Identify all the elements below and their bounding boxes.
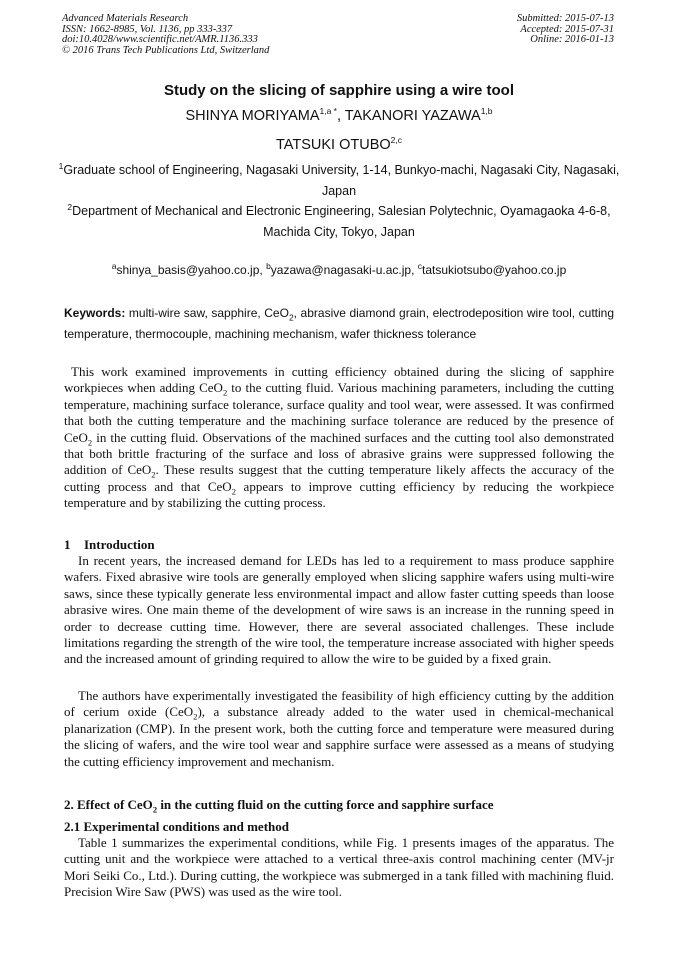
subscript: 2	[193, 712, 198, 722]
author-line-2	[0, 137, 678, 153]
subscript: 2	[87, 437, 93, 448]
subscript: 2	[151, 470, 156, 481]
email-separator: ,	[259, 263, 267, 277]
affiliation-superscript: 1	[58, 160, 64, 171]
affiliation-text: Department of Mechanical and Electronic Engineering, Salesian Polytechnic, Oyamagaoka 4-6-8, Machida City, Tokyo, Japan	[72, 204, 611, 239]
author-name: TATSUKI OTUBO	[275, 137, 391, 153]
email-link[interactable]: yazawa@nagasaki-u.ac.jp	[270, 263, 412, 277]
abstract-text: to the cutting fluid. Various machining parameters, including the cutting temperature, machining surface tolerance, surface quality and tool wear, were assessed. It was confirmed that both the cutting temperature and the machining surface tolerance are reduced by the presence of CeO	[64, 380, 615, 445]
email-link[interactable]: shinya_basis@yahoo.co.jp	[116, 263, 260, 277]
accepted-date: Accepted: 2015-07-31	[520, 23, 614, 35]
paragraph-text: The authors have experimentally investigated the feasibility of high efficiency cutting by the addition of cerium oxide (CeO	[64, 688, 614, 720]
author-emails	[0, 263, 678, 277]
abstract-text: This work examined improvements in cutting efficiency obtained during the slicing of sapphire workpieces when adding CeO	[64, 364, 614, 396]
keywords-text: , abrasive diamond grain, electrodeposition wire tool, cutting temperature, thermocouple, machining mechanism, wafer thickness tolerance	[64, 306, 614, 341]
journal-issn: ISSN: 1662-8985, Vol. 1136, pp 333-337	[62, 23, 233, 35]
email-superscript: a	[111, 261, 117, 271]
section-title: 2. Effect of CeO	[64, 797, 153, 812]
submission-dates	[517, 14, 614, 46]
intro-paragraph-2	[64, 688, 614, 770]
subscript: 2	[152, 804, 158, 815]
email-separator: ,	[411, 263, 418, 277]
intro-paragraph-1: In recent years, the increased demand for LEDs has led to a requirement to mass produce sapphire wafers. Fixed abrasive wire tools are generally employed when slicing sapphire wafers using multi-wire saws, since these typically generate less environmental impact and allow faster cutting speeds than loose abrasive wires. One main theme of the development of wire saws is an increase in the running speed in order to decrease cutting time. However, there are several associated challenges. These include limitations regarding the strength of the wire tool, the temperature increase associated with higher speeds and the increased amount of grinding required to allow the wire to be guided by a fixed grain.	[64, 553, 614, 667]
affiliation-superscript: 2	[67, 201, 73, 212]
section-heading-2	[64, 797, 494, 813]
section-title: in the cutting fluid on the cutting force and sapphire surface	[157, 797, 494, 812]
abstract	[64, 364, 614, 512]
section-2-1-paragraph: Table 1 summarizes the experimental conditions, while Fig. 1 presents images of the apparatus. The cutting unit and the workpiece were attached to a vertical three-axis control machining center (MV-jr Mori Seiki Co., Ltd.). During cutting, the workpiece was submerged in a tank filled with machining fluid. Precision Wire Saw (PWS) was used as the wire tool.	[64, 835, 614, 900]
subscript: 2	[222, 388, 228, 398]
email-superscript: b	[266, 261, 271, 271]
author-name: SHINYA MORIYAMA	[185, 108, 320, 124]
affiliation-2	[48, 201, 630, 242]
submitted-date: Submitted: 2015-07-13	[516, 13, 614, 24]
author-superscript: 1,a *	[319, 106, 337, 117]
paragraph-text: ), a substance already added to the water used in chemical-mechanical planarization (CMP). In the present work, both the cutting force and temperature were measured during the slicing of wafers, and the wire tool wear and sapphire surface were assessed as a means of studying the cutting efficiency improvement and mechanism.	[64, 704, 614, 769]
paper-title: Study on the slicing of sapphire using a wire tool	[163, 82, 515, 99]
abstract-text: appears to improve cutting efficiency by reducing the workpiece temperature and by stabilizing the cutting process.	[64, 478, 615, 511]
email-link[interactable]: tatsukiotsubo@yahoo.co.jp	[421, 263, 567, 277]
keywords-label: Keywords:	[64, 306, 126, 320]
section-number: 1	[64, 537, 71, 552]
abstract-text: . These results suggest that the cutting temperature likely affects the accuracy of the cutting process and that CeO	[64, 462, 615, 494]
keywords-text: multi-wire saw, sapphire, CeO	[125, 306, 289, 320]
author-separator: ,	[337, 108, 345, 124]
keywords	[64, 303, 614, 344]
affiliation-text: Graduate school of Engineering, Nagasaki University, 1-14, Bunkyo-machi, Nagasaki City, Nagasaki, Japan	[63, 163, 620, 198]
affiliation-1	[48, 160, 630, 201]
subsection-heading-2-1: 2.1 Experimental conditions and method	[64, 819, 289, 834]
section-heading-introduction	[64, 537, 155, 553]
subscript: 2	[231, 486, 236, 497]
author-name: TAKANORI YAZAWA	[344, 108, 481, 124]
journal-info	[62, 14, 269, 56]
abstract-text: in the cutting fluid. Observations of the machined surfaces and the cutting tool also demonstrated that both brittle fracturing of the surface and loss of abrasive grains were suppressed following the addition of CeO	[64, 429, 614, 478]
subscript: 2	[288, 312, 294, 323]
section-title: Introduction	[84, 537, 155, 552]
online-date: Online: 2016-01-13	[530, 34, 614, 46]
journal-copyright: © 2016 Trans Tech Publications Ltd, Switzerland	[62, 44, 270, 56]
author-line-1	[0, 108, 678, 124]
email-superscript: c	[417, 261, 422, 271]
author-superscript: 1,b	[480, 106, 493, 117]
journal-name: Advanced Materials Research	[62, 13, 189, 24]
journal-doi: doi:10.4028/www.scientific.net/AMR.1136.333	[62, 34, 258, 46]
author-superscript: 2,c	[390, 135, 402, 146]
